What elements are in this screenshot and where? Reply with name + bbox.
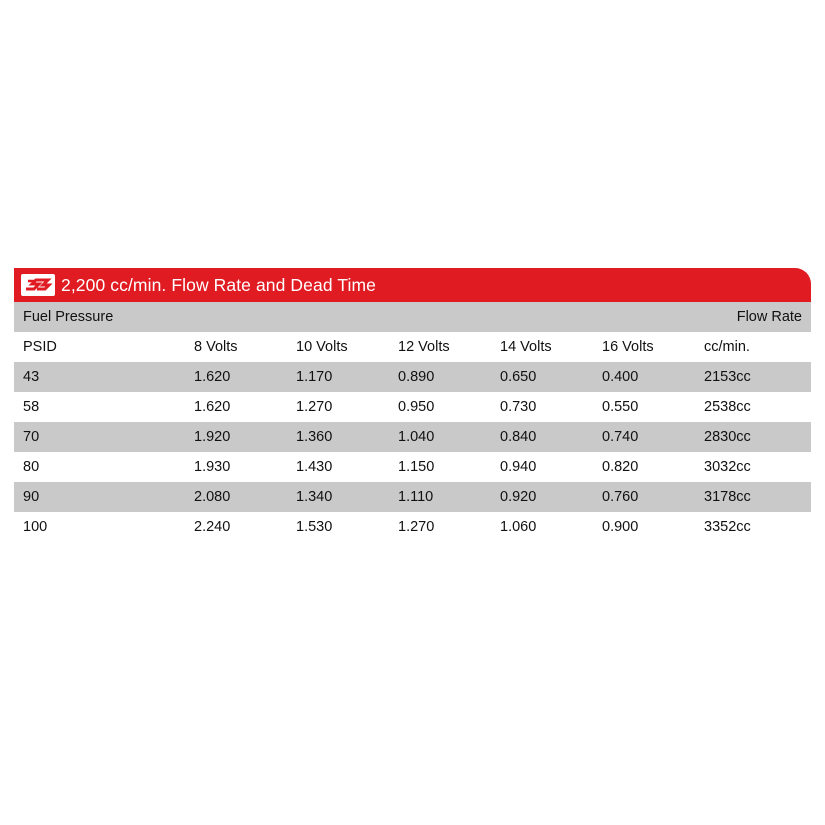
cell-16-volts: 0.400 xyxy=(602,369,639,385)
table-title-banner xyxy=(14,268,811,302)
table-subheader xyxy=(14,302,811,332)
cell-10-volts: 1.270 xyxy=(296,399,333,415)
column-header-10-volts: 10 Volts xyxy=(296,339,348,355)
cell-psid: 58 xyxy=(23,399,40,415)
cell-12-volts: 1.040 xyxy=(398,429,435,445)
injector-dynamics-logo-icon xyxy=(21,274,55,296)
cell-12-volts: 1.270 xyxy=(398,519,435,535)
fuel-pressure-label: Fuel Pressure xyxy=(23,309,114,325)
cell-10-volts: 1.170 xyxy=(296,369,333,385)
cell-14-volts: 0.920 xyxy=(500,489,537,505)
cell-12-volts: 0.950 xyxy=(398,399,435,415)
cell-16-volts: 0.550 xyxy=(602,399,639,415)
cell-8-volts: 1.620 xyxy=(194,369,231,385)
cell-8-volts: 1.930 xyxy=(194,459,231,475)
cell-flow: 3032cc xyxy=(704,459,751,475)
table-row xyxy=(14,482,811,512)
cell-flow: 3178cc xyxy=(704,489,751,505)
cell-16-volts: 0.760 xyxy=(602,489,639,505)
cell-14-volts: 0.940 xyxy=(500,459,537,475)
flow-rate-dead-time-table xyxy=(14,268,811,542)
column-header-ccmin: cc/min. xyxy=(704,339,750,355)
cell-flow: 2538cc xyxy=(704,399,751,415)
column-header-8-volts: 8 Volts xyxy=(194,339,238,355)
cell-10-volts: 1.430 xyxy=(296,459,333,475)
cell-psid: 100 xyxy=(23,519,48,535)
cell-8-volts: 1.620 xyxy=(194,399,231,415)
column-header-psid: PSID xyxy=(23,339,57,355)
cell-flow: 2153cc xyxy=(704,369,751,385)
column-header-16-volts: 16 Volts xyxy=(602,339,654,355)
table-row xyxy=(14,512,811,542)
table-row xyxy=(14,422,811,452)
table-column-header-row xyxy=(14,332,811,362)
column-header-12-volts: 12 Volts xyxy=(398,339,450,355)
cell-14-volts: 0.730 xyxy=(500,399,537,415)
cell-psid: 43 xyxy=(23,369,40,385)
cell-16-volts: 0.740 xyxy=(602,429,639,445)
table-row xyxy=(14,392,811,422)
cell-12-volts: 1.150 xyxy=(398,459,435,475)
cell-psid: 80 xyxy=(23,459,40,475)
cell-flow: 3352cc xyxy=(704,519,751,535)
cell-psid: 90 xyxy=(23,489,40,505)
cell-8-volts: 2.080 xyxy=(194,489,231,505)
cell-14-volts: 0.840 xyxy=(500,429,537,445)
cell-14-volts: 0.650 xyxy=(500,369,537,385)
table-row xyxy=(14,362,811,392)
flow-rate-label: Flow Rate xyxy=(736,309,802,325)
cell-10-volts: 1.360 xyxy=(296,429,333,445)
cell-8-volts: 1.920 xyxy=(194,429,231,445)
cell-10-volts: 1.530 xyxy=(296,519,333,535)
table-row xyxy=(14,452,811,482)
cell-flow: 2830cc xyxy=(704,429,751,445)
cell-16-volts: 0.820 xyxy=(602,459,639,475)
cell-8-volts: 2.240 xyxy=(194,519,231,535)
cell-psid: 70 xyxy=(23,429,40,445)
cell-10-volts: 1.340 xyxy=(296,489,333,505)
table-title: 2,200 cc/min. Flow Rate and Dead Time xyxy=(61,274,376,295)
column-header-14-volts: 14 Volts xyxy=(500,339,552,355)
cell-14-volts: 1.060 xyxy=(500,519,537,535)
cell-16-volts: 0.900 xyxy=(602,519,639,535)
cell-12-volts: 1.110 xyxy=(398,489,434,505)
cell-12-volts: 0.890 xyxy=(398,369,435,385)
